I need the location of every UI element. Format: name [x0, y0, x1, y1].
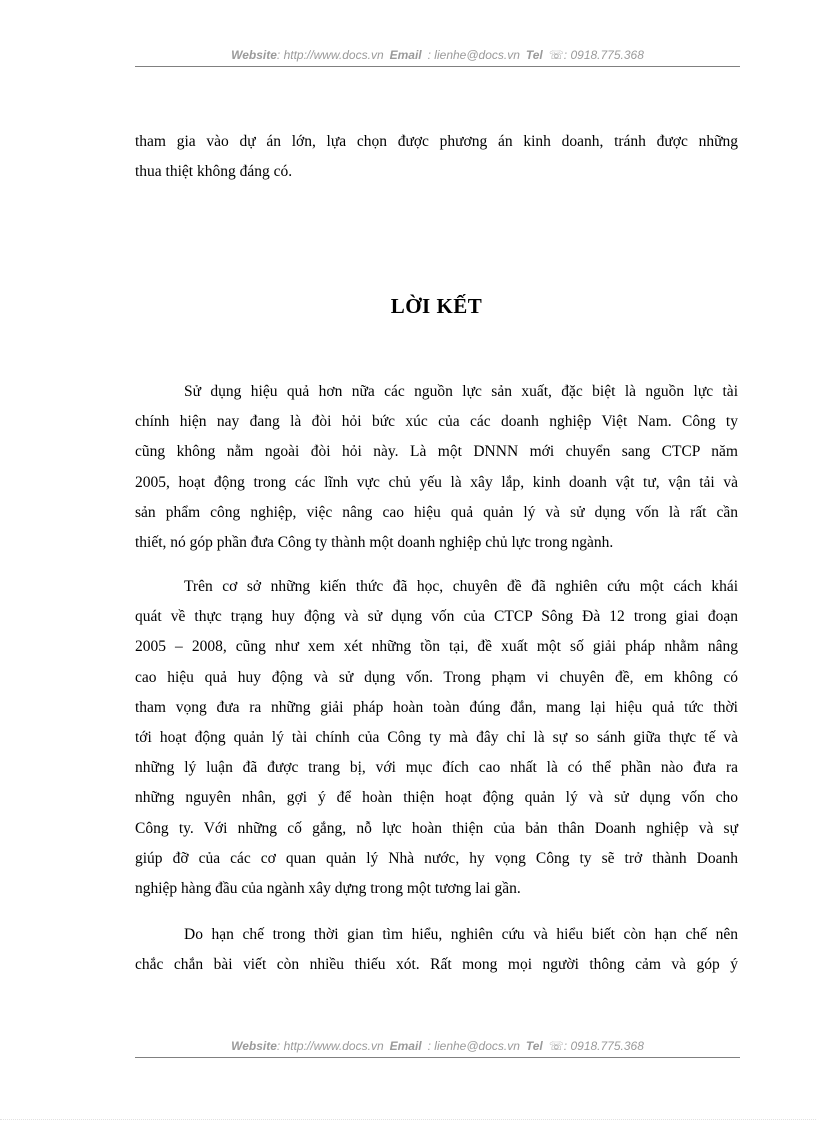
paragraph-3 [135, 920, 738, 980]
intro-paragraph [135, 127, 738, 187]
text-line: Sử dụng hiệu quả hơn nữa các nguồn lực sản xuất, đặc biệt là nguồn lực tài [184, 383, 738, 400]
text-line: 2005 – 2008, cũng như xem xét những tồn tại, đề xuất một số giải pháp nhằm nâng [135, 638, 738, 656]
text-line: giúp đỡ của các cơ quan quản lý Nhà nước, hy vọng Công ty sẽ trở thành Doanh [135, 849, 738, 867]
page-footer [135, 1039, 740, 1053]
text-line: tới hoạt động quản lý tài chính của Công ty mà đây chỉ là sự so sánh giữa thực tế và [135, 729, 738, 747]
paragraph-2 [135, 572, 738, 904]
footer-website-link[interactable]: : http://www.docs.vn [276, 1039, 384, 1053]
page-header [135, 48, 740, 62]
text-line: chắc chắn bài viết còn nhiều thiếu xót. Rất mong mọi người thông cảm và góp ý [135, 956, 738, 974]
header-divider [135, 66, 740, 67]
text-line: tham vọng đưa ra những giải pháp hoàn toàn đúng đắn, mang lại hiệu quả tức thời [135, 698, 738, 716]
header-website-link[interactable]: : http://www.docs.vn [276, 48, 384, 62]
header-tel-value: : 0918.775.368 [563, 48, 644, 62]
text-line: chính hiện nay đang là đòi hỏi bức xúc của các doanh nghiệp Việt Nam. Công ty [135, 413, 738, 431]
footer-tel-value: : 0918.775.368 [563, 1039, 644, 1053]
footer-email-label: Email [389, 1039, 422, 1053]
header-email-label: Email [389, 48, 422, 62]
text-line: những nguyên nhân, gợi ý để hoàn thiện hoạt động quản lý và sử dụng vốn cho [135, 789, 738, 807]
header-email-link[interactable]: : lienhe@docs.vn [427, 48, 520, 62]
text-line: thua thiệt không đáng có. [135, 163, 293, 181]
text-line: cao hiệu quả huy động và sử dụng vốn. Trong phạm vi chuyên đề, em không có [135, 668, 738, 686]
text-line: 2005, hoạt động trong các lĩnh vực chủ yếu là xây lắp, kinh doanh vật tư, vận tải và [135, 473, 738, 491]
text-line: thiết, nó góp phần đưa Công ty thành một doanh nghiệp chủ lực trong ngành. [135, 534, 614, 552]
text-line: Trên cơ sở những kiến thức đã học, chuyên đề đã nghiên cứu một cách khái [184, 578, 738, 595]
text-line: sản phẩm công nghiệp, việc nâng cao hiệu quả quản lý và sử dụng vốn là rất cần [135, 503, 738, 521]
text-line: Do hạn chế trong thời gian tìm hiểu, nghiên cứu và hiểu biết còn hạn chế nên [184, 926, 738, 943]
footer-email-link[interactable]: : lienhe@docs.vn [427, 1039, 520, 1053]
footer-divider [135, 1057, 740, 1058]
header-tel-label: Tel [525, 48, 543, 62]
text-line: tham gia vào dự án lớn, lựa chọn được phương án kinh doanh, tránh được những [135, 133, 738, 150]
text-line: Công ty. Với những cố gắng, nỗ lực hoàn thiện của bản thân Doanh nghiệp và sự [135, 819, 738, 837]
phone-icon: ☏ [548, 1039, 564, 1053]
text-line: những lý luận đã được trang bị, với mục đích cao nhất là có thể phần nào đưa ra [135, 759, 738, 777]
phone-icon: ☏ [548, 48, 564, 62]
footer-tel-label: Tel [525, 1039, 543, 1053]
footer-website-label: Website [231, 1039, 277, 1053]
text-line: quát về thực trạng huy động và sử dụng vốn của CTCP Sông Đà 12 trong giai đoạn [135, 608, 738, 626]
text-line: cũng không nằm ngoài đòi hỏi này. Là một DNNN mới chuyển sang CTCP năm [135, 443, 738, 461]
section-title: LỜI KẾT [390, 294, 483, 318]
header-website-label: Website [231, 48, 277, 62]
paragraph-1 [135, 377, 738, 558]
text-line: nghiệp hàng đầu của ngành xây dựng trong một tương lai gần. [135, 880, 521, 898]
page-edge-divider [0, 1119, 816, 1120]
